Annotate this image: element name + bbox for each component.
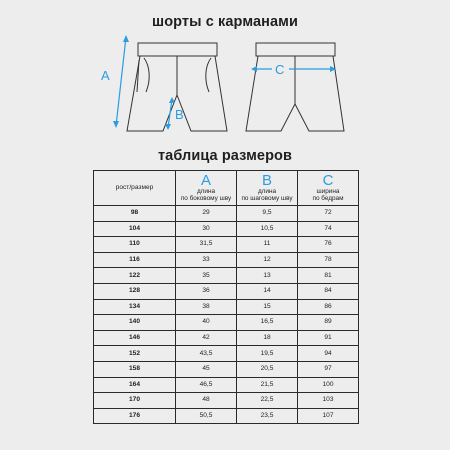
measurement-cell: 29 [176, 206, 237, 222]
measurement-cell: 22,5 [237, 393, 298, 409]
column-header-c [298, 171, 359, 206]
measurement-cell: 33 [176, 252, 237, 268]
measurement-cell: 12 [237, 252, 298, 268]
measurement-cell: 72 [298, 206, 359, 222]
measurement-cell: 48 [176, 393, 237, 409]
measurement-cell: 97 [298, 361, 359, 377]
measurement-cell: 81 [298, 268, 359, 284]
height-size-cell: 128 [94, 283, 176, 299]
measurement-cell: 94 [298, 346, 359, 362]
column-letter: A [200, 172, 211, 189]
height-size-cell: 134 [94, 299, 176, 315]
height-size-cell: 122 [94, 268, 176, 284]
measurement-cell: 45 [176, 361, 237, 377]
shorts-back [246, 43, 344, 131]
measurement-cell: 78 [298, 252, 359, 268]
measurement-cell: 76 [298, 237, 359, 253]
height-size-cell: 158 [94, 361, 176, 377]
table-row [94, 393, 359, 409]
measurement-cell: 30 [176, 221, 237, 237]
table-row [94, 377, 359, 393]
measurement-cell: 91 [298, 330, 359, 346]
height-size-cell: 116 [94, 252, 176, 268]
measurement-cell: 10,5 [237, 221, 298, 237]
height-size-cell: 146 [94, 330, 176, 346]
size-table-title: таблица размеров [157, 148, 293, 164]
measurement-cell: 19,5 [237, 346, 298, 362]
table-row [94, 206, 359, 222]
table-row [94, 361, 359, 377]
table-row [94, 221, 359, 237]
measurement-cell: 13 [237, 268, 298, 284]
corner-header: рост/размер [94, 171, 176, 206]
column-header-a [176, 171, 237, 206]
measurement-cell: 16,5 [237, 315, 298, 331]
size-table-body [94, 206, 359, 424]
table-row [94, 237, 359, 253]
column-desc: по боковому шву [180, 195, 232, 202]
size-table [93, 170, 359, 424]
measurement-cell: 40 [176, 315, 237, 331]
column-header-b [237, 171, 298, 206]
height-size-cell: 104 [94, 221, 176, 237]
measurement-cell: 21,5 [237, 377, 298, 393]
label-a: A [101, 68, 110, 83]
measurement-cell: 15 [237, 299, 298, 315]
height-size-cell: 140 [94, 315, 176, 331]
height-size-cell: 152 [94, 346, 176, 362]
measurement-cell: 84 [298, 283, 359, 299]
table-row [94, 299, 359, 315]
table-row [94, 315, 359, 331]
measurement-cell: 103 [298, 393, 359, 409]
back-waistband [256, 43, 335, 56]
column-desc: по шаговому шву [241, 195, 293, 202]
measurement-cell: 18 [237, 330, 298, 346]
measurement-cell: 14 [237, 283, 298, 299]
table-row [94, 252, 359, 268]
measurement-cell: 31,5 [176, 237, 237, 253]
measurement-cell: 23,5 [237, 408, 298, 424]
shorts-diagram [0, 0, 450, 145]
height-size-cell: 176 [94, 408, 176, 424]
table-row [94, 283, 359, 299]
column-desc: длина [196, 188, 216, 195]
table-row [94, 408, 359, 424]
measurement-cell: 20,5 [237, 361, 298, 377]
column-desc: длина [257, 188, 277, 195]
height-size-cell: 98 [94, 206, 176, 222]
measurement-cell: 50,5 [176, 408, 237, 424]
measurement-cell: 9,5 [237, 206, 298, 222]
measurement-cell: 89 [298, 315, 359, 331]
column-desc: по бедрам [312, 195, 344, 202]
label-c: C [275, 62, 285, 77]
measurement-cell: 35 [176, 268, 237, 284]
measurement-cell: 42 [176, 330, 237, 346]
height-size-cell: 164 [94, 377, 176, 393]
front-waistband [138, 43, 217, 56]
measurement-cell: 46,5 [176, 377, 237, 393]
column-letter: C [322, 172, 334, 189]
table-row [94, 330, 359, 346]
size-table-header [94, 171, 359, 206]
column-desc: ширина [316, 188, 340, 195]
measurement-cell: 74 [298, 221, 359, 237]
height-size-cell: 170 [94, 393, 176, 409]
table-row [94, 346, 359, 362]
measurement-cell: 11 [237, 237, 298, 253]
measurement-cell: 100 [298, 377, 359, 393]
measurement-cell: 38 [176, 299, 237, 315]
measurement-cell: 86 [298, 299, 359, 315]
measure-a [113, 35, 129, 128]
column-letter: B [261, 172, 272, 189]
measurement-cell: 43,5 [176, 346, 237, 362]
label-b: B [175, 107, 184, 122]
table-row [94, 268, 359, 284]
measurement-cell: 107 [298, 408, 359, 424]
measurement-cell: 36 [176, 283, 237, 299]
height-size-cell: 110 [94, 237, 176, 253]
page-title: шорты с карманами [152, 14, 298, 30]
